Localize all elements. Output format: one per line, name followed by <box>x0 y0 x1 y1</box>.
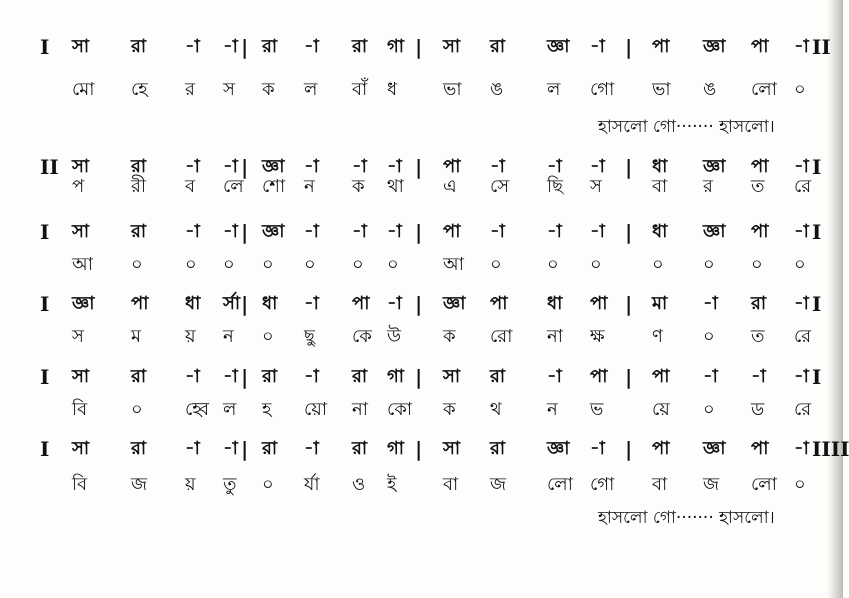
swara-note: -া <box>223 366 238 387</box>
swara-note: পা <box>590 293 608 314</box>
barline: | <box>241 365 249 389</box>
lyric-syllable: ন <box>547 399 558 420</box>
lyric-syllable: হ <box>262 399 272 420</box>
swara-note: মা <box>652 293 668 314</box>
lyric-syllable: র <box>185 79 195 100</box>
lyric-syllable: সে <box>490 176 510 197</box>
swara-note: সা <box>443 366 461 387</box>
swara-note: -া <box>794 221 809 242</box>
opening-barline: II <box>40 155 59 179</box>
lyric-syllable: ই <box>387 474 397 495</box>
barline: | <box>625 292 633 316</box>
lyric-syllable: ০ <box>387 254 399 275</box>
lyric-syllable: ০ <box>652 254 664 275</box>
swara-note: জ্ঞা <box>547 36 570 57</box>
swara-line <box>0 30 843 64</box>
swara-note: জ্ঞা <box>703 221 726 242</box>
swara-note: -া <box>547 221 562 242</box>
swara-note: -া <box>185 438 200 459</box>
swara-note: রা <box>131 221 147 242</box>
swara-note: রা <box>352 438 368 459</box>
swara-note: -া <box>751 366 766 387</box>
swara-note: সা <box>72 366 90 387</box>
lyric-syllable: লো <box>547 474 573 495</box>
lyric-syllable: প <box>72 176 85 197</box>
lyric-syllable: ভা <box>443 79 462 100</box>
swara-note: -া <box>794 438 809 459</box>
closing-barline: I <box>812 365 822 389</box>
swara-note: -া <box>304 156 319 177</box>
barline: | <box>415 437 423 461</box>
lyric-syllable: ন <box>304 176 315 197</box>
swara-note: -া <box>185 156 200 177</box>
swara-note: -া <box>185 366 200 387</box>
lyric-line <box>0 320 843 354</box>
lyric-syllable: লে <box>223 176 244 197</box>
lyric-syllable: ণ <box>652 326 663 347</box>
lyric-syllable: তু <box>223 474 237 495</box>
swara-note: রা <box>262 366 278 387</box>
swara-note: পা <box>652 438 670 459</box>
swara-note: পা <box>443 156 461 177</box>
swara-note: রা <box>490 366 506 387</box>
lyric-syllable: কে <box>352 326 372 347</box>
lyric-syllable: লো <box>751 474 777 495</box>
lyric-syllable: রে <box>794 176 812 197</box>
swara-note: ধা <box>652 221 668 242</box>
barline: | <box>415 220 423 244</box>
swara-note: পা <box>652 366 670 387</box>
lyric-syllable: হে <box>131 79 148 100</box>
swara-line <box>0 432 849 466</box>
swara-note: পা <box>652 36 670 57</box>
swara-note: পা <box>590 366 608 387</box>
lyric-syllable: ০ <box>590 254 602 275</box>
opening-barline: I <box>40 35 50 59</box>
lyric-syllable: ভা <box>652 79 671 100</box>
swara-note: রা <box>490 438 506 459</box>
swara-note: জ্ঞা <box>703 156 726 177</box>
swara-note: জ্ঞা <box>72 293 95 314</box>
swara-note: গা <box>387 36 405 57</box>
lyric-syllable: ছু <box>304 326 315 347</box>
lyric-syllable: স <box>223 79 235 100</box>
lyric-syllable: য়ে <box>652 399 670 420</box>
lyric-syllable: জ <box>490 474 507 495</box>
lyric-syllable: বা <box>652 474 668 495</box>
lyric-syllable: য় <box>185 474 196 495</box>
swara-note: সা <box>72 221 90 242</box>
lyric-syllable: ল <box>547 79 561 100</box>
lyric-syllable: গো <box>590 474 615 495</box>
barline: | <box>241 292 249 316</box>
lyric-syllable: ত <box>751 176 765 197</box>
lyric-syllable: হ্বে <box>185 399 210 420</box>
lyric-syllable: ক <box>262 79 275 100</box>
swara-note: -া <box>794 366 809 387</box>
lyric-syllable: ক <box>443 399 456 420</box>
swara-note: জ্ঞা <box>703 36 726 57</box>
swara-note: -া <box>304 221 319 242</box>
lyric-syllable: ০ <box>262 326 274 347</box>
swara-note: -া <box>223 156 238 177</box>
swara-note: -া <box>794 293 809 314</box>
lyric-syllable: ম <box>131 326 141 347</box>
swara-note: -া <box>387 156 402 177</box>
swara-note: -া <box>387 293 402 314</box>
lyric-syllable: গো <box>590 79 615 100</box>
closing-barline: IIII <box>812 437 849 461</box>
lyric-syllable: আ <box>72 254 93 275</box>
swara-note: সা <box>72 156 90 177</box>
swara-note: -া <box>490 156 505 177</box>
lyric-syllable: ০ <box>223 254 235 275</box>
barline: | <box>415 35 423 59</box>
lyric-syllable: লো <box>751 79 777 100</box>
lyric-syllable: বা <box>443 474 459 495</box>
lyric-syllable: ০ <box>185 254 197 275</box>
barline: | <box>625 220 633 244</box>
lyric-syllable: র <box>703 176 713 197</box>
refrain-line: হাসলো গো······· হাসলো। <box>598 117 775 137</box>
swara-note: -া <box>590 36 605 57</box>
barline: | <box>625 35 633 59</box>
lyric-syllable: ০ <box>751 254 763 275</box>
swara-note: রা <box>131 438 147 459</box>
lyric-syllable: ড <box>751 399 765 420</box>
barline: | <box>241 155 249 179</box>
swara-note: রা <box>751 293 767 314</box>
lyric-syllable: না <box>352 399 368 420</box>
lyric-syllable: জ <box>131 474 148 495</box>
lyric-syllable: ০ <box>794 474 806 495</box>
swara-note: পা <box>751 221 769 242</box>
lyric-syllable: বাঁ <box>352 79 368 100</box>
lyric-syllable: না <box>547 326 563 347</box>
swara-note: রা <box>131 156 147 177</box>
swara-note: গা <box>387 438 405 459</box>
swara-note: জ্ঞা <box>262 156 285 177</box>
lyric-syllable: য়ো <box>304 399 328 420</box>
swara-note: রা <box>262 438 278 459</box>
lyric-syllable: বা <box>652 176 668 197</box>
lyric-syllable: ০ <box>703 399 715 420</box>
lyric-syllable: থ <box>490 399 502 420</box>
swara-note: -া <box>185 36 200 57</box>
lyric-line <box>0 468 843 502</box>
swara-note: ধা <box>547 293 563 314</box>
swara-note: রা <box>262 36 278 57</box>
closing-barline: I <box>812 155 822 179</box>
swara-note: -া <box>490 221 505 242</box>
lyric-syllable: ০ <box>703 254 715 275</box>
barline: | <box>415 155 423 179</box>
opening-barline: I <box>40 437 50 461</box>
swara-note: রা <box>352 366 368 387</box>
lyric-syllable: ত <box>751 326 765 347</box>
lyric-line <box>0 248 843 282</box>
swara-note: পা <box>352 293 370 314</box>
lyric-syllable: স <box>590 176 602 197</box>
barline: | <box>241 437 249 461</box>
swara-note: -া <box>352 221 367 242</box>
lyric-syllable: ০ <box>794 79 806 100</box>
lyric-syllable: ঙ <box>703 79 717 100</box>
lyric-syllable: ঙ <box>490 79 504 100</box>
swara-note: ধা <box>262 293 278 314</box>
lyric-syllable: শো <box>262 176 286 197</box>
barline: | <box>625 155 633 179</box>
barline: | <box>415 292 423 316</box>
lyric-syllable: রী <box>131 176 147 197</box>
lyric-line <box>0 73 843 107</box>
swara-note: সা <box>443 36 461 57</box>
lyric-syllable: ০ <box>262 474 274 495</box>
lyric-syllable: রো <box>490 326 513 347</box>
swara-note: ধা <box>185 293 201 314</box>
closing-barline: I <box>812 292 822 316</box>
swara-note: -া <box>547 366 562 387</box>
lyric-syllable: ০ <box>547 254 559 275</box>
lyric-syllable: এ <box>443 176 457 197</box>
swara-note: ধা <box>652 156 668 177</box>
lyric-syllable: ভ <box>590 399 604 420</box>
swara-note: জ্ঞা <box>547 438 570 459</box>
swara-note: রা <box>131 366 147 387</box>
lyric-syllable: ০ <box>490 254 502 275</box>
swara-note: জ্ঞা <box>443 293 466 314</box>
lyric-syllable: স <box>72 326 84 347</box>
swara-note: -া <box>590 438 605 459</box>
swara-note: রা <box>490 36 506 57</box>
swara-note: জ্ঞা <box>262 221 285 242</box>
lyric-syllable: রে <box>794 399 812 420</box>
swara-note: সা <box>443 438 461 459</box>
lyric-syllable: বি <box>72 399 88 420</box>
opening-barline: I <box>40 365 50 389</box>
lyric-syllable: ক <box>443 326 456 347</box>
swara-note: পা <box>751 438 769 459</box>
lyric-syllable: রে <box>794 326 812 347</box>
swara-note: -া <box>185 221 200 242</box>
swara-note: -া <box>387 221 402 242</box>
lyric-syllable: র্যা <box>304 474 320 495</box>
lyric-syllable: থা <box>387 176 404 197</box>
closing-barline: II <box>812 35 831 59</box>
swara-note: পা <box>751 36 769 57</box>
opening-barline: I <box>40 220 50 244</box>
lyric-syllable: আ <box>443 254 464 275</box>
barline: | <box>241 220 249 244</box>
lyric-syllable: ০ <box>352 254 364 275</box>
swara-note: সা <box>72 438 90 459</box>
lyric-syllable: য় <box>185 326 196 347</box>
lyric-syllable: বি <box>72 474 88 495</box>
lyric-syllable: ছি <box>547 176 564 197</box>
swara-note: পা <box>490 293 508 314</box>
swara-note: গা <box>387 366 405 387</box>
lyric-syllable: ধ <box>387 79 398 100</box>
lyric-syllable: ক্ষ <box>590 326 605 347</box>
swara-note: -া <box>352 156 367 177</box>
lyric-syllable: ০ <box>131 399 143 420</box>
swara-note: -া <box>304 438 319 459</box>
opening-barline: I <box>40 292 50 316</box>
lyric-syllable: ব <box>185 176 196 197</box>
swara-note: পা <box>443 221 461 242</box>
swara-note: -া <box>590 156 605 177</box>
closing-barline: I <box>812 220 822 244</box>
swara-note: -া <box>223 221 238 242</box>
lyric-line <box>0 393 843 427</box>
swara-note: পা <box>131 293 149 314</box>
lyric-syllable: ০ <box>304 254 316 275</box>
lyric-syllable: উ <box>387 326 402 347</box>
swara-note: -া <box>590 221 605 242</box>
swara-line <box>0 360 843 394</box>
swara-note: -া <box>304 293 319 314</box>
swara-note: র্সা <box>223 293 241 314</box>
lyric-syllable: ০ <box>131 254 143 275</box>
swara-line <box>0 287 843 321</box>
swara-note: -া <box>304 36 319 57</box>
swara-note: -া <box>223 438 238 459</box>
swara-note: -া <box>794 36 809 57</box>
swara-note: রা <box>352 36 368 57</box>
swara-note: -া <box>703 366 718 387</box>
lyric-line <box>0 170 843 204</box>
lyric-syllable: কো <box>387 399 413 420</box>
swara-note: -া <box>547 156 562 177</box>
swara-note: রা <box>131 36 147 57</box>
lyric-syllable: জ <box>703 474 720 495</box>
swara-line <box>0 215 843 249</box>
swara-note: সা <box>72 36 90 57</box>
lyric-syllable: ০ <box>703 326 715 347</box>
lyric-syllable: ন <box>223 326 234 347</box>
swara-note: -া <box>304 366 319 387</box>
barline: | <box>415 365 423 389</box>
refrain-line: হাসলো গো······· হাসলো। <box>598 508 775 528</box>
swara-note: পা <box>751 156 769 177</box>
lyric-syllable: ও <box>352 474 366 495</box>
lyric-syllable: মো <box>72 79 95 100</box>
barline: | <box>625 365 633 389</box>
barline: | <box>625 437 633 461</box>
swara-note: -া <box>703 293 718 314</box>
lyric-syllable: ল <box>223 399 237 420</box>
swara-note: -া <box>223 36 238 57</box>
swara-note: -া <box>794 156 809 177</box>
swara-note: জ্ঞা <box>703 438 726 459</box>
lyric-syllable: ক <box>352 176 365 197</box>
lyric-syllable: ল <box>304 79 318 100</box>
barline: | <box>241 35 249 59</box>
lyric-syllable: ০ <box>794 254 806 275</box>
lyric-syllable: ০ <box>262 254 274 275</box>
